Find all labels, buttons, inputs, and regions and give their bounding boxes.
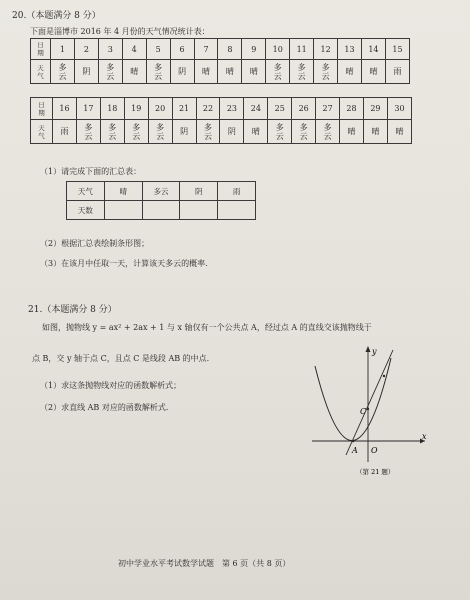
weather-cell: 阴 [170, 60, 194, 84]
q21-figure [300, 340, 435, 482]
summary-table [66, 181, 256, 220]
date-cell: 27 [316, 98, 340, 120]
summary-blank-cell [218, 201, 256, 220]
date-cell: 22 [196, 98, 220, 120]
summary-header-cell: 雨 [218, 182, 256, 201]
y-axis-label: y [372, 347, 377, 356]
q20-sub1: （1）请完成下面的汇总表： [40, 167, 142, 176]
summary-header-cell: 天气 [67, 182, 105, 201]
date-cell: 12 [314, 39, 338, 60]
date-cell: 18 [100, 98, 124, 120]
date-cell: 26 [292, 98, 316, 120]
date-cell: 23 [220, 98, 244, 120]
q21-text-line2: 点 B，交 y 轴于点 C，且点 C 是线段 AB 的中点. [32, 354, 210, 363]
q20-intro: 下面是淄博市 2016 年 4 月份的天气情况统计表： [30, 27, 210, 36]
line-ab [346, 350, 393, 455]
q20-sub2: （2）根据汇总表绘制条形图； [40, 239, 150, 248]
weather-cell: 多 云 [148, 120, 172, 144]
weather-cell: 多 云 [268, 120, 292, 144]
date-cell: 3 [98, 39, 122, 60]
date-cell: 14 [361, 39, 385, 60]
weather-table-1 [30, 38, 410, 84]
date-cell: 4 [122, 39, 146, 60]
date-cell: 2 [74, 39, 98, 60]
weather-cell: 阴 [74, 60, 98, 84]
date-cell: 6 [170, 39, 194, 60]
figure-caption: （第 21 题） [356, 468, 395, 476]
weather-cell: 晴 [122, 60, 146, 84]
q21-text-line1: 如图，抛物线 y = ax² + 2ax + 1 与 x 轴仅有一个公共点 A，经过点 A 的直线交该抛物线于 [42, 323, 372, 332]
summary-header-cell: 阴 [180, 182, 218, 201]
weather-cell: 多 云 [316, 120, 340, 144]
date-cell: 15 [385, 39, 409, 60]
label-a: A [352, 446, 358, 455]
label-o: O [371, 446, 378, 455]
x-axis-label: x [422, 432, 427, 441]
date-cell: 24 [244, 98, 268, 120]
summary-header-cell: 多云 [142, 182, 180, 201]
weather-cell: 多 云 [100, 120, 124, 144]
row-label-weather: 天 气 [31, 60, 51, 84]
weather-cell: 阴 [172, 120, 196, 144]
weather-cell: 多 云 [196, 120, 220, 144]
summary-blank-cell [104, 201, 142, 220]
q21-header: 21.（本题满分 8 分） [28, 305, 117, 315]
weather-cell: 晴 [363, 120, 387, 144]
weather-cell: 阴 [220, 120, 244, 144]
point-a [352, 440, 355, 443]
date-cell: 16 [53, 98, 77, 120]
summary-blank-cell [180, 201, 218, 220]
date-cell: 25 [268, 98, 292, 120]
summary-days-label: 天数 [67, 201, 105, 220]
date-cell: 30 [387, 98, 411, 120]
date-cell: 11 [290, 39, 314, 60]
weather-cell: 晴 [218, 60, 242, 84]
y-axis-arrow [366, 346, 371, 352]
weather-cell: 雨 [385, 60, 409, 84]
weather-cell: 多 云 [146, 60, 170, 84]
label-c: C [360, 407, 367, 416]
date-cell: 8 [218, 39, 242, 60]
weather-cell: 多 云 [98, 60, 122, 84]
weather-cell: 多 云 [76, 120, 100, 144]
date-cell: 13 [338, 39, 362, 60]
weather-cell: 多 云 [266, 60, 290, 84]
date-cell: 1 [51, 39, 75, 60]
weather-cell: 多 云 [51, 60, 75, 84]
weather-cell: 晴 [242, 60, 266, 84]
summary-blank-cell [142, 201, 180, 220]
q21-sub2: （2）求直线 AB 对应的函数解析式. [40, 403, 169, 412]
date-cell: 10 [266, 39, 290, 60]
weather-cell: 晴 [340, 120, 364, 144]
row-label-date: 日 期 [31, 98, 53, 120]
row-label-weather: 天 气 [31, 120, 53, 144]
weather-cell: 晴 [361, 60, 385, 84]
row-label-date: 日 期 [31, 39, 51, 60]
date-cell: 19 [124, 98, 148, 120]
weather-cell: 雨 [53, 120, 77, 144]
summary-header-cell: 晴 [104, 182, 142, 201]
weather-table-2 [30, 97, 412, 144]
date-cell: 28 [340, 98, 364, 120]
date-cell: 20 [148, 98, 172, 120]
date-cell: 5 [146, 39, 170, 60]
weather-cell: 多 云 [292, 120, 316, 144]
weather-cell: 多 云 [290, 60, 314, 84]
weather-cell: 晴 [244, 120, 268, 144]
weather-cell: 多 云 [124, 120, 148, 144]
q20-header: 20.（本题满分 8 分） [12, 11, 101, 21]
point-c [367, 408, 369, 410]
date-cell: 7 [194, 39, 218, 60]
date-cell: 17 [76, 98, 100, 120]
parabola-curve [315, 358, 391, 441]
weather-cell: 多 云 [314, 60, 338, 84]
weather-cell: 晴 [387, 120, 411, 144]
weather-cell: 晴 [194, 60, 218, 84]
date-cell: 21 [172, 98, 196, 120]
date-cell: 9 [242, 39, 266, 60]
page-footer: 初中学业水平考试数学试题 第 6 页（共 8 页） [118, 559, 291, 568]
point-b [383, 375, 385, 377]
q20-sub3: （3）在该月中任取一天，计算该天多云的概率. [40, 259, 208, 268]
weather-cell: 晴 [338, 60, 362, 84]
date-cell: 29 [363, 98, 387, 120]
q21-sub1: （1）求这条抛物线对应的函数解析式； [40, 381, 182, 390]
